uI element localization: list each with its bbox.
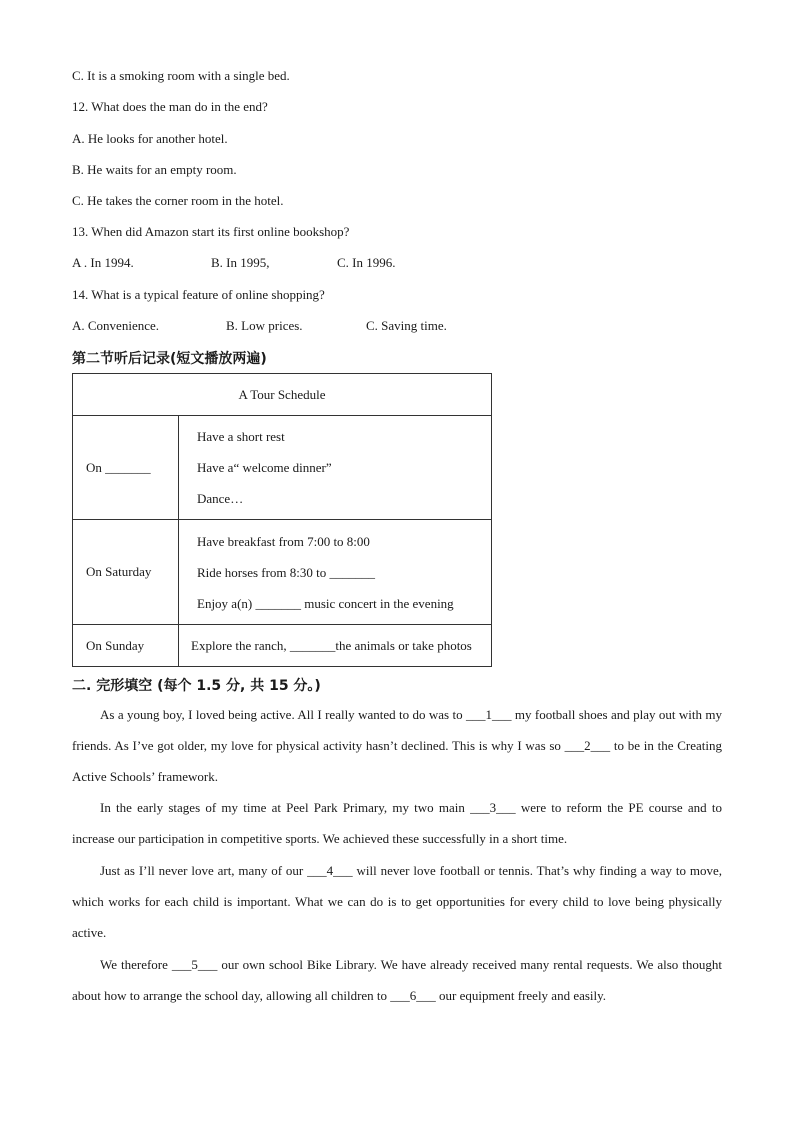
section-heading: 第二节听后记录(短文播放两遍) bbox=[72, 351, 267, 367]
q13-option-b: B. In 1995, bbox=[211, 255, 270, 270]
paragraph-text: We therefore bbox=[100, 957, 172, 972]
blank-5: ___5___ bbox=[171, 957, 218, 972]
paragraph-text: my football shoes and play out with my friends. As I’ve got older, my love for physical activity hasn’t declined. This is why I was so bbox=[72, 707, 722, 753]
activity-text: Ride horses from 8:30 to _______ bbox=[197, 564, 376, 580]
question-12: 12. What does the man do in the end? bbox=[72, 99, 268, 114]
activities-cell bbox=[179, 520, 492, 625]
q12-option-c: C. He takes the corner room in the hotel. bbox=[72, 193, 284, 208]
blank-4: ___4___ bbox=[307, 863, 353, 878]
paragraph-text: our own school Bike Library. We have already received many rental requests. We also thought about how to arrange the school day, allowing all children to bbox=[72, 957, 722, 1003]
day-cell: On _______ bbox=[73, 416, 179, 520]
activity-text: Dance… bbox=[197, 491, 244, 506]
blank-6: ___6___ bbox=[390, 988, 436, 1003]
blank-2: ___2___ bbox=[564, 738, 611, 753]
q12-option-b: B. He waits for an empty room. bbox=[72, 162, 237, 177]
cloze-heading: 二. 完形填空 (每个 1.5 分, 共 15 分。) bbox=[72, 678, 321, 694]
blank-3: ___3___ bbox=[470, 800, 516, 815]
option-c-text: C. It is a smoking room with a single bed. bbox=[72, 68, 290, 83]
paragraph-text: were to reform the PE course and to increase our participation in competitive sports. We achieved these successfully in a short time. bbox=[72, 800, 722, 846]
paragraph-text: As a young boy, I loved being active. All I really wanted to do was to bbox=[100, 707, 466, 722]
day-cell: On Sunday bbox=[73, 625, 179, 667]
question-14: 14. What is a typical feature of online shopping? bbox=[72, 287, 325, 302]
q13-option-c: C. In 1996. bbox=[337, 255, 396, 270]
table-row bbox=[73, 625, 492, 667]
activity-text: Have breakfast from 7:00 to 8:00 bbox=[197, 533, 370, 549]
paragraph-text: will never love football or tennis. That’s why finding a way to move, which works for each child is important. What we can do is to get opportunities for every child to love being physically active. bbox=[72, 863, 722, 940]
paragraph-text: to be in the Creating Active Schools’ framework. bbox=[72, 738, 723, 784]
activity-text: Have a short rest bbox=[197, 429, 285, 444]
activity-text: Explore the ranch, _______the animals or take photos bbox=[191, 638, 472, 653]
q12-option-a: A. He looks for another hotel. bbox=[72, 131, 228, 146]
cloze-paragraph-4 bbox=[72, 949, 722, 1011]
question-13: 13. When did Amazon start its first online bookshop? bbox=[72, 224, 350, 239]
paragraph-text: In the early stages of my time at Peel Park Primary, my two main bbox=[100, 800, 471, 815]
table-title: A Tour Schedule bbox=[73, 374, 492, 416]
activities-cell bbox=[179, 625, 492, 667]
tour-schedule-table bbox=[72, 373, 492, 667]
q14-option-c: C. Saving time. bbox=[366, 318, 447, 333]
paragraph-text: Just as I’ll never love art, many of our bbox=[100, 863, 308, 878]
q14-option-a: A. Convenience. bbox=[72, 318, 160, 333]
activities-cell bbox=[179, 416, 492, 520]
activity-text: Enjoy a(n) _______ music concert in the evening bbox=[197, 595, 454, 611]
day-cell: On Saturday bbox=[73, 520, 179, 625]
q13-option-a: A . In 1994. bbox=[72, 255, 134, 270]
cloze-paragraph-1 bbox=[72, 699, 722, 792]
table-row bbox=[73, 520, 492, 625]
paragraph-text: our equipment freely and easily. bbox=[435, 988, 607, 1003]
cloze-paragraph-3 bbox=[72, 855, 722, 948]
table-row bbox=[73, 416, 492, 520]
activity-text: Have a“ welcome dinner” bbox=[197, 460, 332, 475]
blank-1: ___1___ bbox=[465, 707, 512, 722]
cloze-paragraph-2 bbox=[72, 792, 722, 854]
q14-option-b: B. Low prices. bbox=[226, 318, 303, 333]
